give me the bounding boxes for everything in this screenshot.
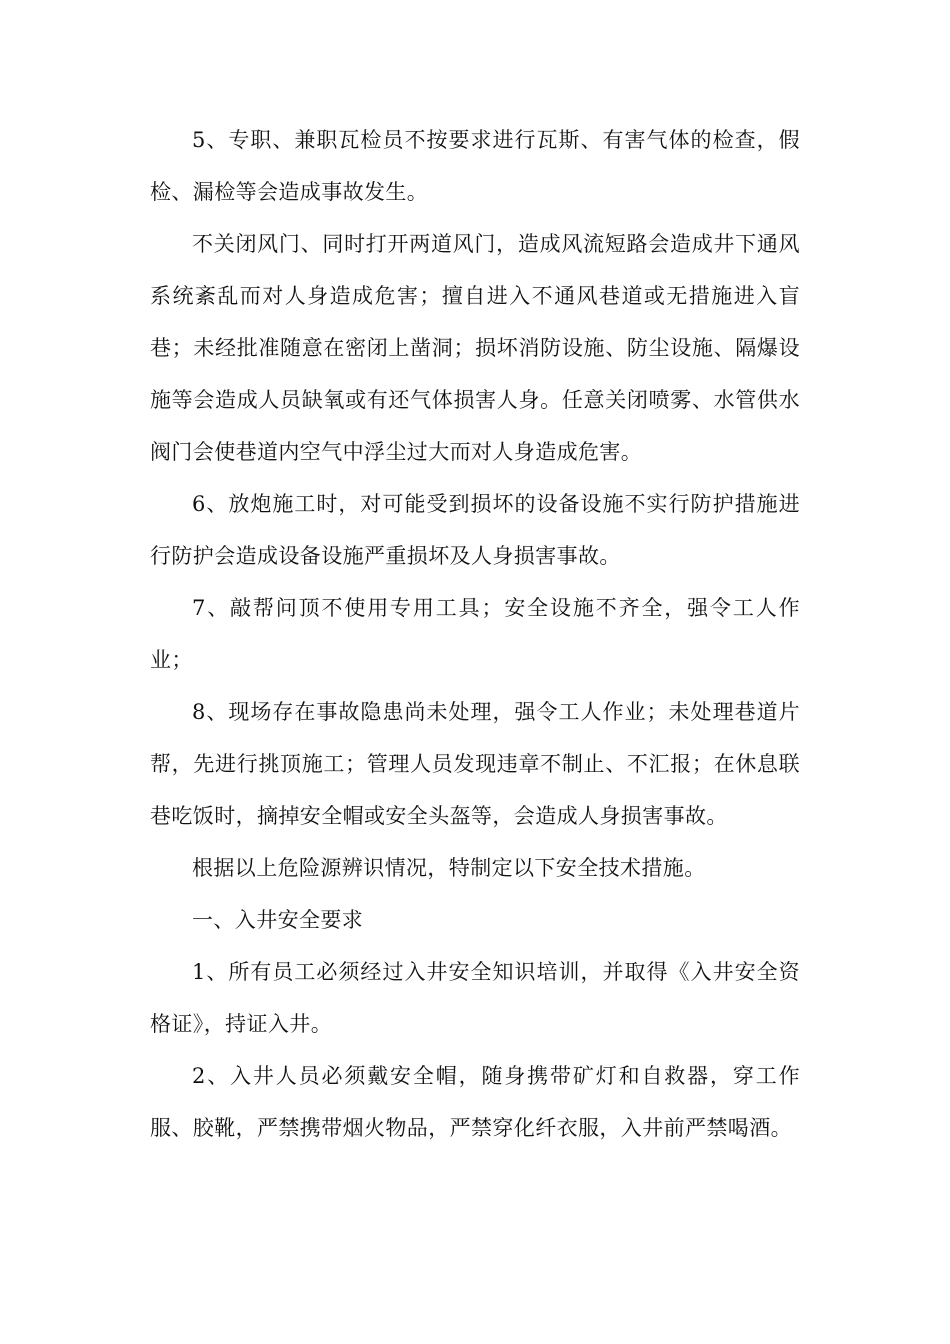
paragraph-entry-item-2: 2、入井人员必须戴安全帽，随身携带矿灯和自救器，穿工作服、胶靴，严禁携带烟火物品，严禁穿化纤衣服，入井前严禁喝酒。: [150, 1064, 800, 1140]
paragraph-measures-intro: 根据以上危险源辨识情况，特制定以下安全技术措施。: [192, 856, 706, 880]
paragraph-item-5-gas-inspection: 5、专职、兼职瓦检员不按要求进行瓦斯、有害气体的检查，假检、漏检等会造成事故发生。: [150, 128, 800, 204]
paragraph-item-7-roof-checking: 7、敲帮问顶不使用专用工具；安全设施不齐全，强令工人作业；: [150, 596, 800, 672]
paragraph-ventilation-hazards: 不关闭风门、同时打开两道风门，造成风流短路会造成井下通风系统紊乱而对人身造成危害；擅自进入不通风巷道或无措施进入盲巷；未经批准随意在密闭上凿洞；损坏消防设施、防尘设施、隔爆设施等会造成人员缺氧或有还气体损害人身。任意关闭喷雾、水管供水阀门会使巷道内空气中浮尘过大而对人身造成危害。: [150, 232, 800, 464]
paragraph-item-8-hidden-dangers: 8、现场存在事故隐患尚未处理，强令工人作业；未处理巷道片帮，先进行挑顶施工；管理人员发现违章不制止、不汇报；在休息联巷吃饭时，摘掉安全帽或安全头盔等，会造成人身损害事故。: [150, 700, 800, 828]
paragraph-entry-item-1: 1、所有员工必须经过入井安全知识培训，并取得《入井安全资格证》，持证入井。: [150, 960, 800, 1036]
section-heading-entry-requirements: 一、入井安全要求: [192, 908, 364, 932]
paragraph-item-6-blasting: 6、放炮施工时，对可能受到损坏的设备设施不实行防护措施进行防护会造成设备设施严重损坏及人身损害事故。: [150, 492, 800, 568]
document-body: [150, 114, 800, 1154]
